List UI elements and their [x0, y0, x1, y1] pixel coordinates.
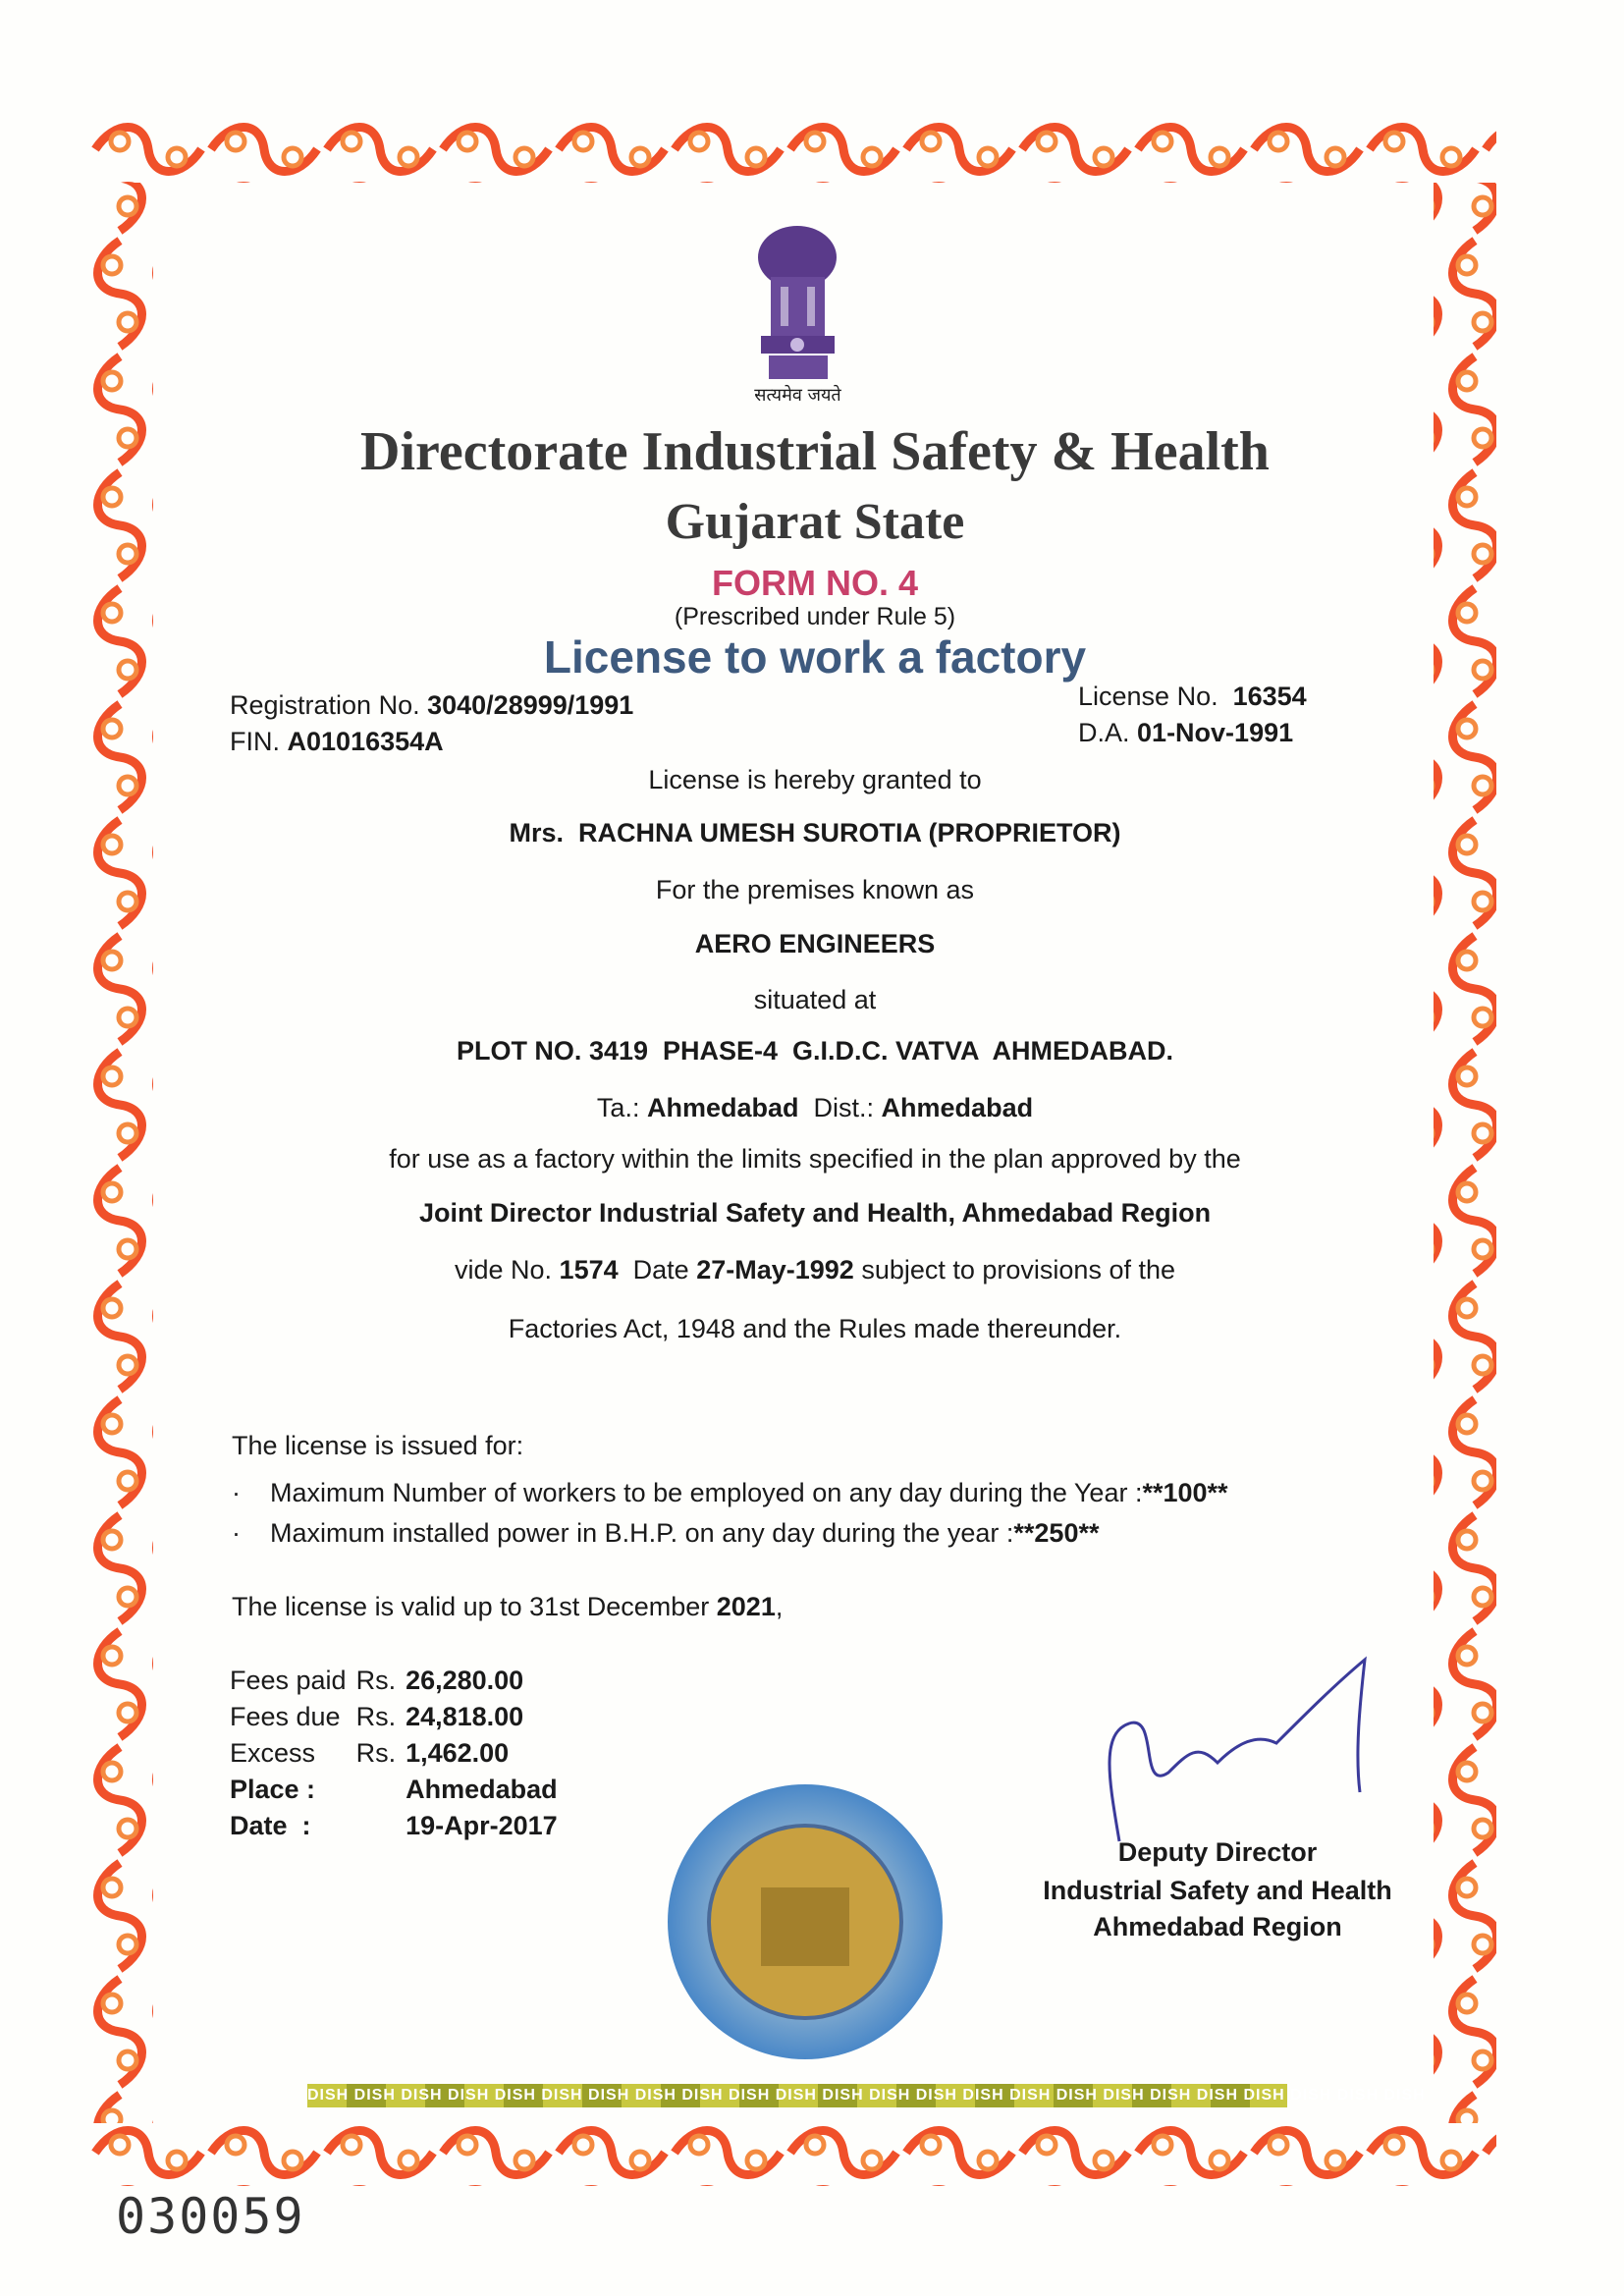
da-date: D.A. 01-Nov-1991	[1078, 718, 1294, 747]
signature-icon	[1080, 1655, 1375, 1851]
act-line: Factories Act, 1948 and the Rules made thereunder.	[508, 1314, 1122, 1343]
taluka-district: Ta.: Ahmedabad Dist.: Ahmedabad	[596, 1093, 1034, 1122]
issued-heading: The license is issued for:	[232, 1431, 524, 1460]
form-number: FORM NO. 4	[711, 563, 918, 603]
issued-item-workers: · Maximum Number of workers to be employed on any day during the Year :**100**	[232, 1478, 1228, 1507]
fees-row: Fees due Rs. 24,818.00	[230, 1702, 524, 1731]
serial-number: 030059	[116, 2188, 305, 2245]
date-row: Date : 19-Apr-2017	[230, 1811, 558, 1840]
approving-authority: Joint Director Industrial Safety and Health, Ahmedabad Region	[418, 1198, 1212, 1228]
signatory-title: Deputy Director	[1117, 1837, 1318, 1867]
place-row: Place : Ahmedabad	[230, 1775, 558, 1804]
premises-intro: For the premises known as	[655, 875, 975, 904]
signatory-department: Industrial Safety and Health	[1043, 1876, 1392, 1905]
vide-line: vide No. 1574 Date 27-May-1992 subject to provisions of the	[454, 1255, 1176, 1285]
premises-name: AERO ENGINEERS	[694, 929, 936, 958]
document-title: License to work a factory	[543, 631, 1087, 683]
issued-item-power: · Maximum installed power in B.H.P. on any day during the year :**250**	[232, 1518, 1100, 1548]
state-subtitle: Gujarat State	[665, 494, 965, 550]
validity-line: The license is valid up to 31st December 2021,	[232, 1592, 784, 1621]
signatory-region: Ahmedabad Region	[1093, 1912, 1342, 1941]
fees-table	[230, 1663, 568, 1844]
license-number: License No. 16354	[1078, 682, 1307, 711]
prescribed-note: (Prescribed under Rule 5)	[674, 603, 956, 630]
fees-row: Fees paid Rs. 26,280.00	[230, 1666, 524, 1695]
department-title: Directorate Industrial Safety & Health	[360, 421, 1270, 482]
hologram-strip: DISH DISH DISH DISH DISH DISH DISH DISH DISH DISH DISH DISH DISH DISH DISH DISH DISH DISH DISH DISH DISH DISH DISH DISH	[307, 2084, 1287, 2107]
situated-text: situated at	[753, 985, 877, 1014]
official-seal-icon	[663, 1779, 947, 2064]
registration-number: Registration No. 3040/28999/1991	[230, 690, 634, 720]
fees-row: Excess Rs. 1,462.00	[230, 1738, 510, 1768]
use-line: for use as a factory within the limits specified in the plan approved by the	[389, 1144, 1241, 1174]
fin-number: FIN. A01016354A	[230, 727, 444, 756]
emblem-motto: सत्यमेव जयते	[754, 385, 841, 406]
granted-to-text: License is hereby granted to	[648, 765, 982, 794]
premises-address: PLOT NO. 3419 PHASE-4 G.I.D.C. VATVA AHMEDABAD.	[456, 1036, 1174, 1066]
license-holder: Mrs. RACHNA UMESH SUROTIA (PROPRIETOR)	[509, 818, 1121, 847]
national-emblem-icon	[741, 218, 854, 385]
